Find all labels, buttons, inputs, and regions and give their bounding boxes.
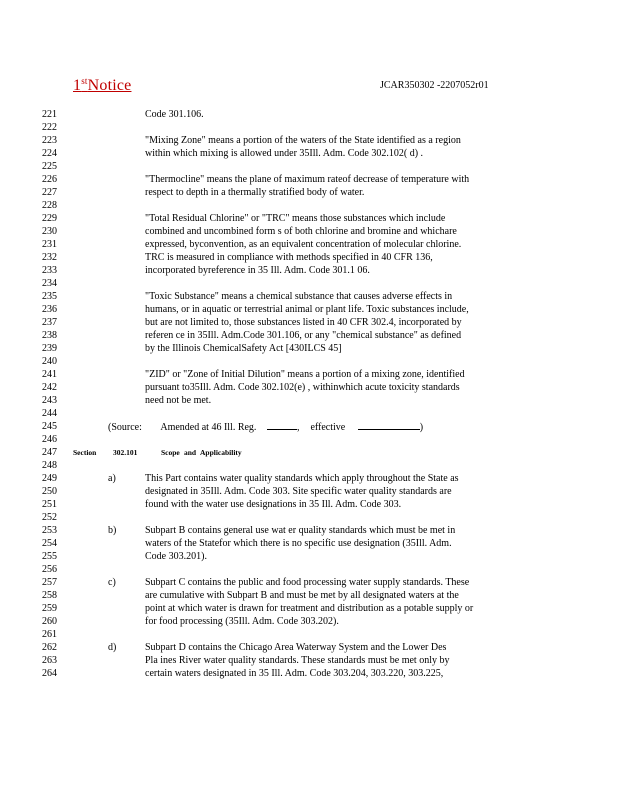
line-number: 234 [42, 278, 57, 289]
line-number: 239 [42, 343, 57, 354]
line-number: 221 [42, 109, 57, 120]
text-line: Subpart B contains general use wat er quality standards which must be met in [145, 525, 456, 536]
text-line: humans, or in aquatic or terrestrial animal or plant life. Toxic substances include, [145, 304, 469, 315]
subsection-marker-d: d) [108, 642, 117, 653]
line-number: 233 [42, 265, 57, 276]
text-line: referen ce in 35Ill. Adm.Code 301.106, or any "chemical substance" as defined [145, 330, 462, 341]
text-line: pursuant to35Ill. Adm. Code 302.102(e) , withinwhich acute toxicity standards [145, 382, 460, 393]
line-number: 252 [42, 512, 57, 523]
text-line: by the Illinois ChemicalSafety Act [430ILCS 45] [145, 343, 342, 354]
line-number: 225 [42, 161, 57, 172]
line-number: 235 [42, 291, 57, 302]
line-number: 258 [42, 590, 57, 601]
source-amended: Amended at 46 Ill. Reg. [160, 422, 257, 433]
line-number: 230 [42, 226, 57, 237]
line-number: 247 [42, 447, 57, 458]
line-number: 226 [42, 174, 57, 185]
text-line: Code 303.201). [145, 551, 207, 562]
notice-superscript: st [81, 76, 88, 86]
line-number: 244 [42, 408, 57, 419]
text-line: This Part contains water quality standards which apply throughout the State as [145, 473, 459, 484]
line-number: 237 [42, 317, 57, 328]
line-number: 246 [42, 434, 57, 445]
text-line: are cumulative with Subpart B and must be met by all designated waters at the [145, 590, 459, 601]
source-close: ) [419, 422, 424, 433]
text-line: waters of the Statefor which there is no specific use designation (35Ill. Adm. [145, 538, 452, 549]
line-number: 250 [42, 486, 57, 497]
line-number: 227 [42, 187, 57, 198]
line-number: 260 [42, 616, 57, 627]
text-line: "Mixing Zone" means a portion of the waters of the State identified as a region [145, 135, 461, 146]
line-number: 261 [42, 629, 57, 640]
text-line: respect to depth in a thermally stratified body of water. [145, 187, 365, 198]
line-number: 224 [42, 148, 57, 159]
text-line: need not be met. [145, 395, 212, 406]
text-line: found with the water use designations in 35 Ill. Adm. Code 303. [145, 499, 402, 510]
line-number: 264 [42, 668, 57, 679]
line-number: 249 [42, 473, 57, 484]
source-open: (Source: [108, 422, 142, 433]
section-heading [73, 446, 242, 459]
text-line: certain waters designated in 35 Ill. Adm. Code 303.204, 303.220, 303.225, [145, 668, 444, 679]
text-line: incorporated byreference in 35 Ill. Adm. Code 301.1 06. [145, 265, 370, 276]
line-number: 245 [42, 421, 57, 432]
source-note: (Source: Amended at 46 Ill. Reg. , effective ) [108, 422, 424, 433]
source-effective: effective [310, 422, 346, 433]
text-line: "Thermocline" means the plane of maximum rateof decrease of temperature with [145, 174, 470, 185]
text-line: Code 301.106. [145, 109, 204, 120]
text-line: combined and uncombined form s of both chlorine and bromine and whichare [145, 226, 457, 237]
line-number: 242 [42, 382, 57, 393]
line-number: 251 [42, 499, 57, 510]
text-line: for food processing (35Ill. Adm. Code 303.202). [145, 616, 339, 627]
line-number: 248 [42, 460, 57, 471]
line-number: 254 [42, 538, 57, 549]
text-line: but are not limited to, those substances listed in 40 CFR 302.4, incorporated by [145, 317, 462, 328]
section-word: Section [73, 448, 97, 457]
line-number: 240 [42, 356, 57, 367]
text-line: "Toxic Substance" means a chemical substance that causes adverse effects in [145, 291, 453, 302]
line-number: 257 [42, 577, 57, 588]
notice-header [73, 76, 131, 95]
text-line: Subpart C contains the public and food processing water supply standards. These [145, 577, 470, 588]
line-number: 255 [42, 551, 57, 562]
text-line: "Total Residual Chlorine" or "TRC" means those substances which include [145, 213, 446, 224]
line-number: 222 [42, 122, 57, 133]
text-line: within which mixing is allowed under 35Ill. Adm. Code 302.102( d) . [145, 148, 424, 159]
line-number: 241 [42, 369, 57, 380]
line-number: 243 [42, 395, 57, 406]
line-number: 236 [42, 304, 57, 315]
subsection-marker-a: a) [108, 473, 116, 484]
text-line: Subpart D contains the Chicago Area Waterway System and the Lower Des [145, 642, 447, 653]
section-number: 302.101 [113, 448, 138, 457]
text-line: expressed, byconvention, as an equivalent concentration of molecular chlorine. [145, 239, 462, 250]
line-number: 263 [42, 655, 57, 666]
section-title-word: Scope [161, 448, 180, 457]
subsection-marker-c: c) [108, 577, 116, 588]
line-number: 228 [42, 200, 57, 211]
text-line: "ZID" or "Zone of Initial Dilution" means a portion of a mixing zone, identified [145, 369, 465, 380]
text-line: point at which water is drawn for treatment and distribution as a potable supply or [145, 603, 474, 614]
line-number: 229 [42, 213, 57, 224]
notice-number: 1 [73, 77, 82, 94]
line-number: 253 [42, 525, 57, 536]
section-title-word: and [184, 448, 197, 457]
subsection-marker-b: b) [108, 525, 117, 536]
line-number: 238 [42, 330, 57, 341]
notice-word: Notice [87, 77, 132, 94]
line-number: 223 [42, 135, 57, 146]
line-number: 259 [42, 603, 57, 614]
line-number: 232 [42, 252, 57, 263]
effective-date-blank [358, 420, 420, 430]
reg-blank [267, 420, 297, 430]
text-line: designated in 35Ill. Adm. Code 303. Site specific water quality standards are [145, 486, 452, 497]
text-line: TRC is measured in compliance with methods specified in 40 CFR 136, [145, 252, 433, 263]
line-number: 262 [42, 642, 57, 653]
text-line: Pla ines River water quality standards. These standards must be met only by [145, 655, 450, 666]
line-number: 231 [42, 239, 57, 250]
document-reference: JCAR350302 -2207052r01 [380, 80, 489, 91]
line-number: 256 [42, 564, 57, 575]
section-title-word: Applicability [200, 448, 242, 457]
